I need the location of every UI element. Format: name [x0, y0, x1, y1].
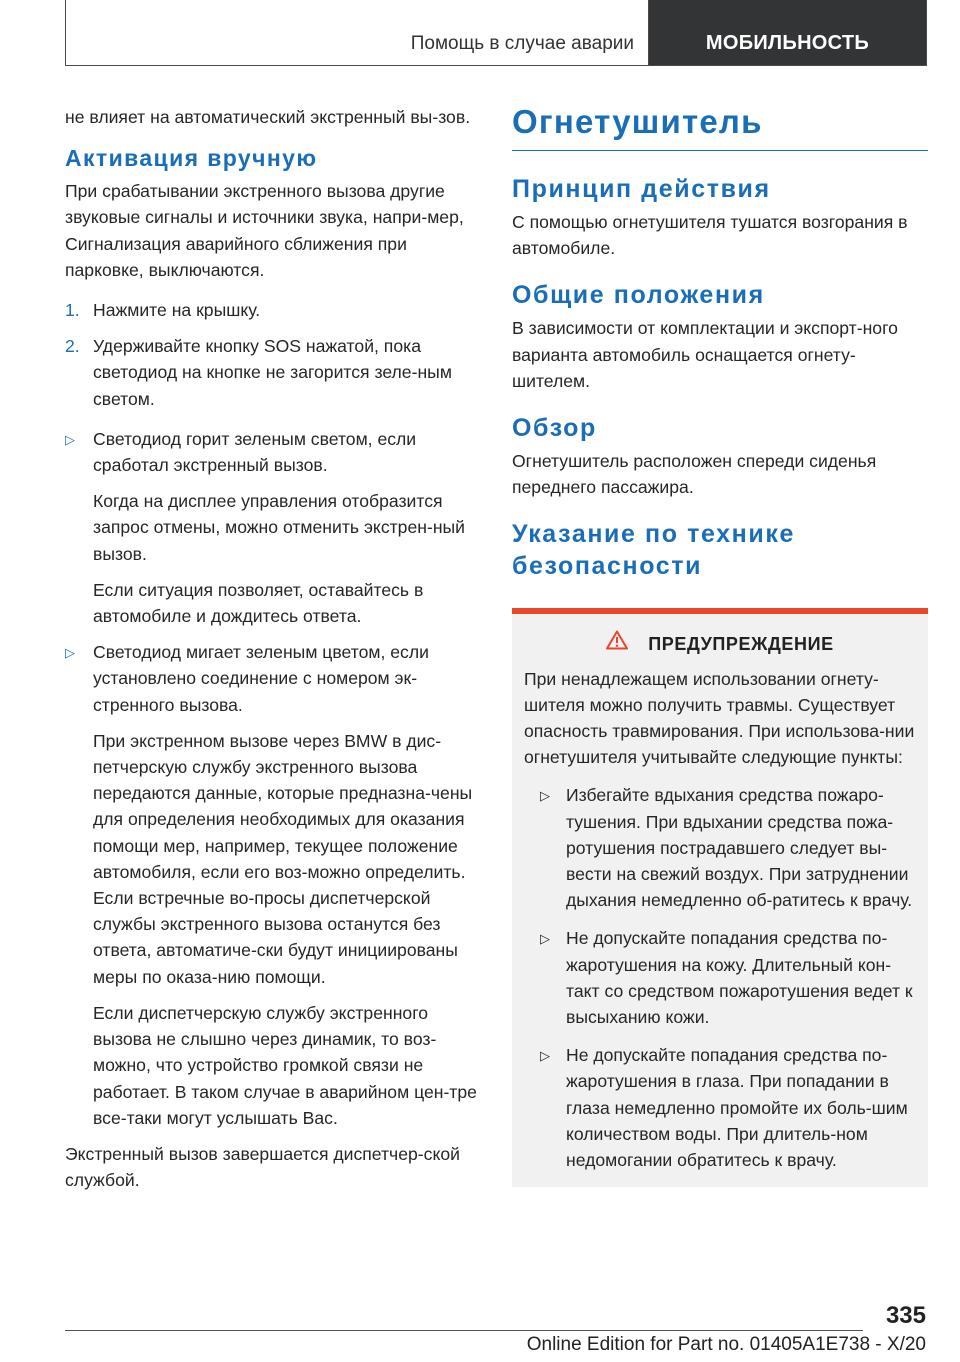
heading-principle: Принцип действия	[512, 175, 771, 203]
heading-manual-activation: Активация вручную	[65, 145, 318, 172]
bullet-paragraph: Светодиод горит зеленым светом, если сработал экстренный вызов.	[93, 428, 417, 476]
closing-text: Экстренный вызов завершается диспетчер-ской службой.	[65, 1143, 460, 1191]
triangle-bullet-icon: ▷	[65, 431, 75, 447]
list-item-led-blinking	[65, 639, 483, 1131]
heading-overview: Обзор	[512, 414, 597, 443]
footer-divider	[65, 1330, 863, 1331]
bullet-paragraph: Если диспетчерскую службу экстренного вызова не слышно через динамик, то воз-можно, что устройство громкой связи не работает. В таком случае в аварийном цен-тре все-таки могут услышать Вас.	[93, 1002, 477, 1128]
warning-item-text: Избегайте вдыхания средства пожаро-тушения. При вдыхании средства пожа-ротушения пострадавшего следует вы-вести на свежий воздух. При затруднении дыхания немедленно об-ратитесь к врачу.	[566, 785, 913, 911]
chapter-tab[interactable]: МОБИЛЬНОСТЬ	[649, 0, 926, 65]
heading-general: Общие положения	[512, 281, 765, 310]
step-text: Удерживайте кнопку SOS нажатой, пока светодиод на кнопке не загорится зеле-ным светом.	[93, 336, 452, 409]
triangle-bullet-icon: ▷	[65, 645, 75, 661]
warning-item-text: Не допускайте попадания средства по-жаротушения в глаза. При попадании в глаза немедленно промойте их боль-шим количеством воды. При длитель-ном недомогании обратитесь к врачу.	[566, 1045, 908, 1171]
list-item-led-green	[65, 426, 483, 629]
overview-text: Огнетушитель расположен спереди сиденья переднего пассажира.	[512, 451, 877, 498]
section-title: Помощь в случае аварии	[66, 0, 649, 65]
warning-triangle-icon	[606, 630, 648, 657]
warning-text: При ненадлежащем использовании огнету-шителя можно получить травмы. Существует опасность травмирования. При использова-нии огнетушителя учитывайте следующие пункты:	[524, 668, 915, 768]
page-number: 335	[885, 1302, 926, 1329]
heading-safety-line2: безопасности	[512, 552, 703, 581]
warning-item-text: Не допускайте попадания средства по-жаротушения на кожу. Длительный кон-такт со средством пожаротушения ведет к высыханию кожи.	[566, 928, 913, 1028]
bullet-paragraph: Если ситуация позволяет, оставайтесь в автомобиле и дождитесь ответа.	[93, 579, 424, 627]
warning-list-item	[524, 1042, 916, 1173]
bullet-paragraph: Светодиод мигает зеленым цветом, если установлено соединение с номером эк-стренного вызова.	[93, 642, 429, 715]
warning-list-item	[524, 782, 916, 913]
warning-header	[524, 630, 916, 657]
heading-safety-line1: Указание по технике	[512, 520, 795, 549]
principle-text: С помощью огнетушителя тушатся возгорания в автомобиле.	[512, 212, 908, 259]
manual-activation-text: При срабатывании экстренного вызова другие звуковые сигналы и источники звука, напри-мер, Сигнализация аварийного сближения при парковке, выключаются.	[65, 181, 464, 280]
page-title: Огнетушитель	[512, 102, 928, 151]
footer-edition-text: Online Edition for Part no. 01405A1E738 - X/20	[526, 1334, 926, 1355]
triangle-bullet-icon: ▷	[540, 931, 550, 947]
step-text: Нажмите на крышку.	[93, 300, 261, 321]
list-item-step-1	[65, 297, 483, 323]
heading-safety	[512, 518, 928, 582]
warning-list-item	[524, 925, 916, 1030]
page-header	[65, 0, 927, 66]
step-number: 1.	[65, 300, 80, 321]
step-number: 2.	[65, 336, 80, 357]
warning-title: ПРЕДУПРЕЖДЕНИЕ	[648, 633, 834, 654]
triangle-bullet-icon: ▷	[540, 1048, 550, 1064]
list-item-step-2	[65, 333, 483, 412]
triangle-bullet-icon: ▷	[540, 788, 550, 804]
bullet-paragraph: При экстренном вызове через BMW в дис-петчерскую службу экстренного вызова передаются данные, которые предназна-чены для определения необходимых для оказания помощи мер, например, текущее положение автомобиля, если его воз-можно определить. Если встречные во-просы диспетчерской службы экстренного вызова останутся без ответа, автоматиче-ски будут инициированы меры по оказа-нию помощи.	[93, 730, 473, 987]
warning-box	[512, 608, 928, 1187]
general-text: В зависимости от комплектации и экспорт-ного варианта автомобиль оснащается огнету-шителем.	[512, 318, 898, 391]
bullet-paragraph: Когда на дисплее управления отобразится запрос отмены, можно отменить экстрен-ный вызов.	[93, 491, 466, 564]
intro-text: не влияет на автоматический экстренный вы-зов.	[65, 107, 471, 127]
right-column	[512, 102, 928, 1187]
left-column	[65, 104, 483, 1193]
